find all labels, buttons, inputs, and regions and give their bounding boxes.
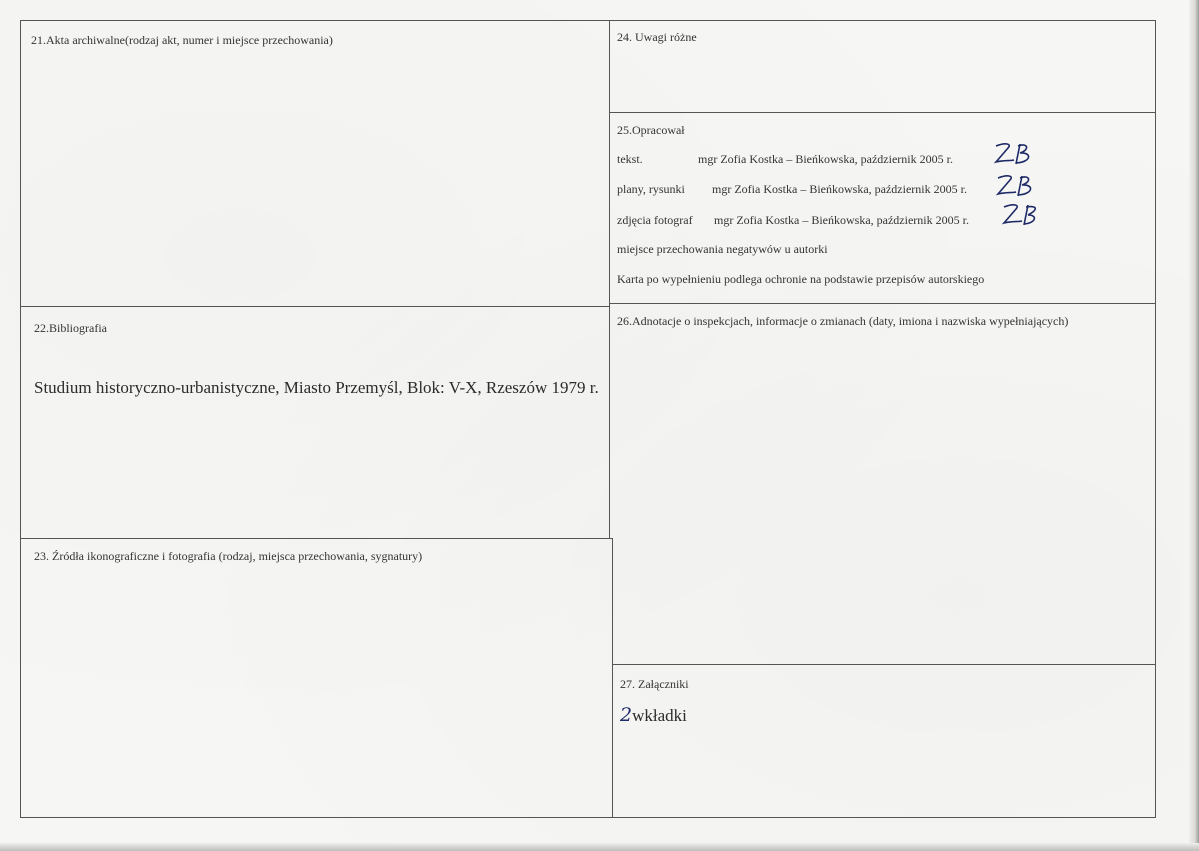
row-value: mgr Zofia Kostka – Bieńkowska, październik 2005 r. [714, 213, 969, 227]
frame-right-line [1155, 20, 1156, 818]
signature-initials [990, 140, 1040, 173]
divider-21-22 [20, 306, 610, 307]
author-row-plans [617, 182, 685, 197]
scan-edge-right [1189, 0, 1199, 851]
divider-24-25 [609, 112, 1156, 113]
bibliography-entry: Studium historyczno-urbanistyczne, Miasto Przemyśl, Blok: V-X, Rzeszów 1979 r. [34, 378, 599, 397]
divider-26-27 [612, 664, 1156, 665]
scan-edge-bottom [0, 843, 1199, 851]
copyright-note: Karta po wypełnieniu podlega ochronie na podstawie przepisów autorskiego [617, 272, 985, 286]
divider-25-26 [609, 303, 1156, 304]
row-value: mgr Zofia Kostka – Bieńkowska, październik 2005 r. [712, 182, 967, 196]
attachments-label: wkładki [632, 706, 687, 725]
frame-left-line [20, 20, 21, 818]
row-label: tekst. [617, 152, 643, 166]
row-label: zdjęcia fotograf [617, 213, 693, 227]
frame-top-line [20, 20, 1156, 21]
section-21-title: 21.Akta archiwalne(rodzaj akt, numer i miejsce przechowania) [31, 33, 333, 47]
author-row-plans-value [712, 182, 967, 197]
author-row-text [617, 152, 643, 167]
column-divider-lower [612, 538, 613, 818]
section-26-title: 26.Adnotacje o inspekcjach, informacje o zmianach (daty, imiona i nazwiska wypełniających) [617, 314, 1069, 328]
column-divider-upper [609, 20, 610, 538]
negatives-storage: miejsce przechowania negatywów u autorki [617, 242, 828, 256]
author-row-photos-value [714, 213, 969, 228]
attachments-entry [620, 704, 687, 726]
section-27-title: 27. Załączniki [620, 677, 689, 691]
divider-22-23 [20, 538, 613, 539]
row-value: mgr Zofia Kostka – Bieńkowska, październik 2005 r. [698, 152, 953, 166]
frame-bottom-line [20, 817, 1156, 818]
section-23-title: 23. Źródła ikonograficzne i fotografia (rodzaj, miejsca przechowania, sygnatury) [34, 549, 423, 563]
signature-initials [998, 201, 1048, 234]
section-22-title: 22.Bibliografia [34, 321, 107, 335]
handwritten-count: 2 [620, 704, 633, 726]
section-24-title: 24. Uwagi różne [617, 30, 697, 44]
author-row-photos [617, 213, 693, 228]
row-label: plany, rysunki [617, 182, 685, 196]
author-row-text-value [698, 152, 953, 167]
section-25-title: 25.Opracował [617, 123, 685, 137]
